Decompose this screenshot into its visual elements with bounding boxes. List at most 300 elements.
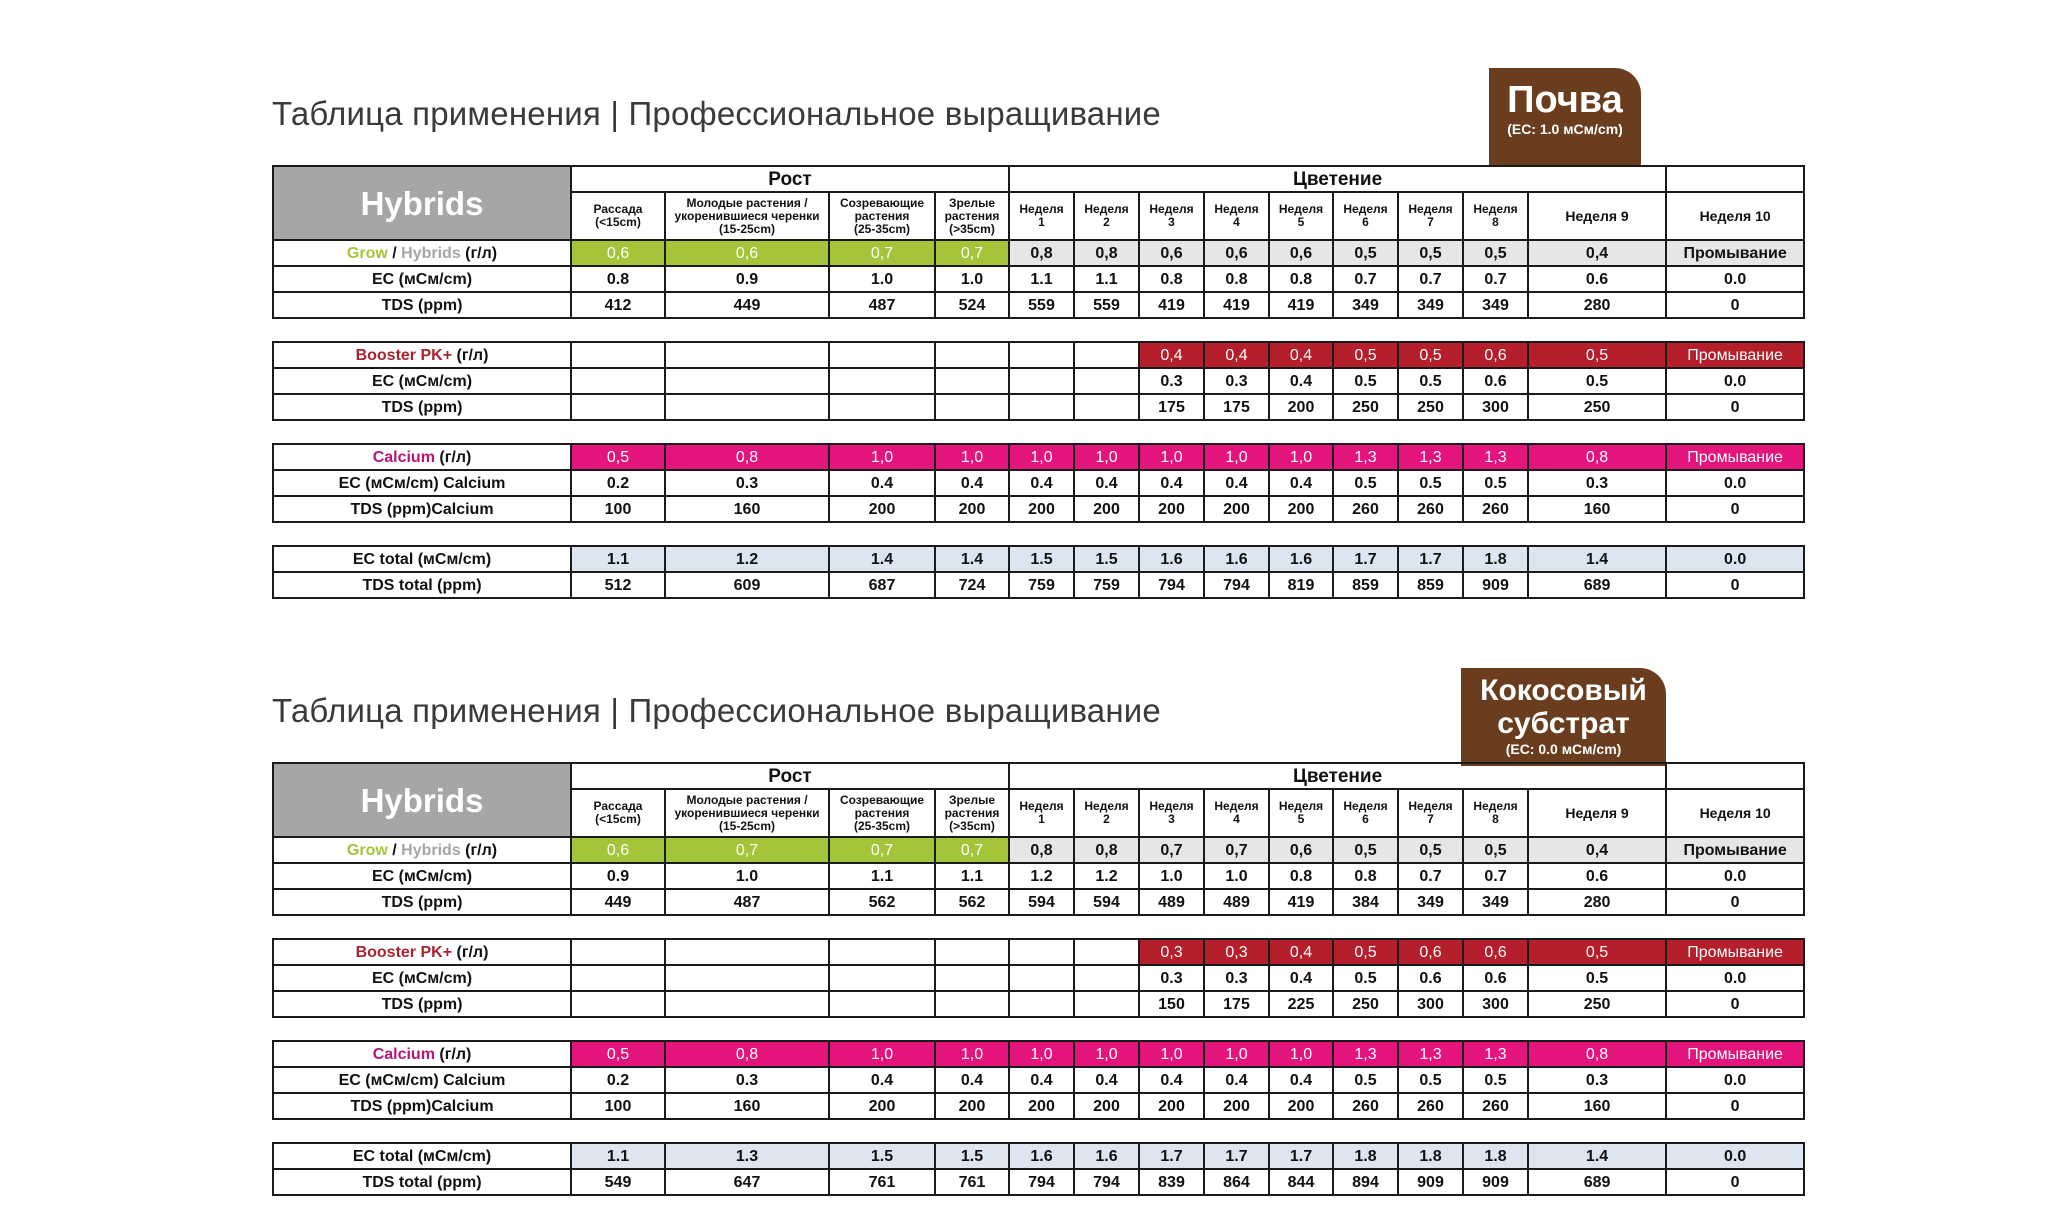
row-label: EC (мСм/cm)	[273, 266, 571, 292]
column-header	[1269, 789, 1333, 837]
column-header-line: Неделя	[1214, 202, 1259, 216]
column-header-line: 3	[1168, 812, 1175, 826]
table-cell	[1074, 965, 1139, 991]
row-label: EC (мСм/cm)	[273, 368, 571, 394]
table-cell	[935, 939, 1009, 965]
table-cell: 0.5	[1398, 470, 1463, 496]
table-row	[273, 496, 1804, 522]
table-cell: 0.0	[1666, 863, 1804, 889]
table-cell: Промывание	[1666, 939, 1804, 965]
column-header	[1333, 789, 1398, 837]
table-cell: 200	[935, 1093, 1009, 1119]
column-header-line: 1	[1038, 812, 1045, 826]
table-cell: 0.8	[1333, 863, 1398, 889]
table-cell: 0.0	[1666, 470, 1804, 496]
table-cell: 0,5	[1528, 342, 1666, 368]
table-cell	[829, 991, 935, 1017]
table-cell: 562	[829, 889, 935, 915]
table-cell: 250	[1398, 394, 1463, 420]
row-label-rest: (г/л)	[434, 448, 472, 466]
table-cell: 0,7	[829, 240, 935, 266]
table-cell: 0.4	[1009, 470, 1074, 496]
table-cell: 0.4	[935, 1067, 1009, 1093]
bloom-phase-header: Цветение	[1009, 166, 1666, 192]
table-row	[273, 1067, 1804, 1093]
table-cell: 1.4	[829, 546, 935, 572]
table-cell	[571, 991, 665, 1017]
table-cell: Промывание	[1666, 444, 1804, 470]
table-cell	[571, 368, 665, 394]
table-cell	[665, 965, 829, 991]
row-label: TDS (ppm)Calcium	[273, 1093, 571, 1119]
table-cell: 349	[1333, 292, 1398, 318]
dosage-table-soil	[272, 165, 1805, 599]
table-cell: 0.4	[1204, 1067, 1269, 1093]
spacer-cell	[273, 1119, 1804, 1143]
table-cell: 0.4	[935, 470, 1009, 496]
table-cell: 0,7	[665, 837, 829, 863]
table-cell: 280	[1528, 889, 1666, 915]
blank-header-cell	[1666, 166, 1804, 192]
column-header	[1463, 789, 1528, 837]
table-cell: 200	[1139, 496, 1204, 522]
column-header-line: Созревающие	[839, 195, 925, 210]
table-cell: 1,3	[1463, 1041, 1528, 1067]
table-cell: 260	[1398, 496, 1463, 522]
table-cell: 0.4	[1269, 1067, 1333, 1093]
table-cell: 0,6	[571, 837, 665, 863]
column-header-line: укоренившиеся черенки	[674, 805, 820, 820]
column-header	[1009, 192, 1074, 240]
table-cell: 1.4	[1528, 546, 1666, 572]
table-cell: 0.6	[1528, 863, 1666, 889]
column-header-line: растения	[854, 208, 910, 223]
table-cell: 0,3	[1204, 939, 1269, 965]
table-cell: 0.8	[571, 266, 665, 292]
table-cell: 1.0	[935, 266, 1009, 292]
table-cell: 487	[665, 889, 829, 915]
table-cell: 689	[1528, 1169, 1666, 1195]
column-header-line: Зрелые	[948, 792, 996, 807]
column-header-line: Неделя 9	[1565, 804, 1629, 821]
column-header	[1528, 789, 1666, 837]
table-cell: 1,3	[1398, 1041, 1463, 1067]
table-cell: 594	[1009, 889, 1074, 915]
table-cell	[571, 965, 665, 991]
table-cell: 0.7	[1333, 266, 1398, 292]
table-cell: 0,4	[1139, 342, 1204, 368]
row-label: EC total (мСм/cm)	[273, 546, 571, 572]
column-header	[571, 789, 665, 837]
table-cell: 0,4	[1528, 240, 1666, 266]
table-cell: 419	[1269, 292, 1333, 318]
table-cell: 384	[1333, 889, 1398, 915]
table-cell: 1.4	[1528, 1143, 1666, 1169]
table-cell	[829, 965, 935, 991]
row-label-sep: /	[387, 244, 402, 262]
table-cell	[1074, 991, 1139, 1017]
column-header	[1139, 192, 1204, 240]
table-cell: 260	[1463, 1093, 1528, 1119]
table-cell: 0.9	[665, 266, 829, 292]
table-cell: 1.5	[935, 1143, 1009, 1169]
row-label: EC (мСм/cm)	[273, 965, 571, 991]
table-cell: 200	[1074, 496, 1139, 522]
table-row	[273, 342, 1804, 368]
row-label: TDS total (ppm)	[273, 572, 571, 598]
table-cell	[571, 342, 665, 368]
table-cell: 260	[1398, 1093, 1463, 1119]
column-header	[1204, 192, 1269, 240]
table-cell: 200	[1204, 496, 1269, 522]
table-cell: 0,5	[1333, 342, 1398, 368]
table-cell: 1,0	[1009, 444, 1074, 470]
table-cell: Промывание	[1666, 342, 1804, 368]
table-cell: 0.4	[1269, 470, 1333, 496]
table-cell: 0	[1666, 889, 1804, 915]
spacer-cell	[273, 420, 1804, 444]
column-header-line: (15-25cm)	[718, 221, 776, 236]
table-cell: 512	[571, 572, 665, 598]
row-label: TDS (ppm)	[273, 394, 571, 420]
table-cell: 175	[1204, 991, 1269, 1017]
table-cell	[935, 342, 1009, 368]
table-cell: 1.8	[1333, 1143, 1398, 1169]
column-header-line: 5	[1297, 215, 1305, 229]
table-cell: 1.6	[1269, 546, 1333, 572]
row-label-rest: (г/л)	[452, 943, 489, 961]
column-header	[1398, 789, 1463, 837]
column-header	[665, 789, 829, 837]
row-label-rest: (г/л)	[434, 1045, 472, 1063]
table-cell: 1.5	[1074, 546, 1139, 572]
table-cell: 0.6	[1398, 965, 1463, 991]
table-cell: 250	[1528, 394, 1666, 420]
table-cell: 419	[1204, 292, 1269, 318]
table-cell	[829, 939, 935, 965]
table-cell: 150	[1139, 991, 1204, 1017]
table-cell: 0.5	[1463, 470, 1528, 496]
table-cell: 0.5	[1333, 470, 1398, 496]
table-cell: 909	[1463, 1169, 1528, 1195]
table-cell: 0,8	[1009, 837, 1074, 863]
table-cell: 0,4	[1269, 939, 1333, 965]
table-cell	[571, 939, 665, 965]
row-label: EC total (мСм/cm)	[273, 1143, 571, 1169]
table-cell: 1.5	[1009, 546, 1074, 572]
table-cell: 1.0	[829, 266, 935, 292]
table-cell: 0,5	[1398, 837, 1463, 863]
dosage-table-coco	[272, 762, 1805, 1196]
table-cell: 1,3	[1398, 444, 1463, 470]
table-cell: 1.5	[829, 1143, 935, 1169]
table-cell: 100	[571, 496, 665, 522]
row-label: TDS (ppm)	[273, 889, 571, 915]
table-cell: 1.1	[1009, 266, 1074, 292]
column-header-line: Неделя	[1149, 799, 1194, 813]
page-title: Таблица применения | Профессиональное выращивание	[272, 692, 1161, 729]
page-title: Таблица применения | Профессиональное выращивание	[272, 95, 1161, 132]
hybrids-label: Hybrids	[273, 763, 571, 837]
table-cell: 819	[1269, 572, 1333, 598]
table-cell: 1.1	[935, 863, 1009, 889]
table-cell: 647	[665, 1169, 829, 1195]
table-cell: 1,0	[1204, 1041, 1269, 1067]
column-header-line: Созревающие	[839, 792, 925, 807]
column-header	[1074, 789, 1139, 837]
table-cell: 419	[1139, 292, 1204, 318]
row-label-hybrids: Hybrids	[401, 244, 461, 262]
table-cell: 0,6	[1463, 342, 1528, 368]
table-cell: 0.4	[829, 470, 935, 496]
table-cell	[1009, 965, 1074, 991]
table-cell: 689	[1528, 572, 1666, 598]
table-cell	[935, 965, 1009, 991]
table-cell: 0.6	[1463, 368, 1528, 394]
table-cell: 909	[1463, 572, 1528, 598]
table-cell: 489	[1139, 889, 1204, 915]
table-cell	[1009, 394, 1074, 420]
column-header-line: (15-25cm)	[718, 818, 776, 833]
table-cell: 0.0	[1666, 1067, 1804, 1093]
table-cell: 200	[1139, 1093, 1204, 1119]
table-cell: 0	[1666, 394, 1804, 420]
spacer-row	[273, 318, 1804, 342]
table-cell: 175	[1204, 394, 1269, 420]
table-cell: 0.3	[1528, 470, 1666, 496]
table-cell: 1.8	[1398, 1143, 1463, 1169]
table-cell: 0.5	[1333, 368, 1398, 394]
column-header-line: Зрелые	[948, 195, 996, 210]
table-cell: 349	[1398, 889, 1463, 915]
column-header-line: 2	[1103, 812, 1110, 826]
table-cell: 487	[829, 292, 935, 318]
table-cell: 0,5	[1398, 240, 1463, 266]
column-header	[935, 789, 1009, 837]
table-cell: 200	[829, 496, 935, 522]
table-cell: 160	[665, 1093, 829, 1119]
table-cell: 1.8	[1463, 1143, 1528, 1169]
coco-badge	[1461, 668, 1666, 766]
column-header-line: Неделя	[1084, 799, 1129, 813]
table-cell: 759	[1009, 572, 1074, 598]
row-label: TDS (ppm)Calcium	[273, 496, 571, 522]
table-cell: 0	[1666, 1169, 1804, 1195]
column-header-line: Неделя	[1149, 202, 1194, 216]
table-cell	[935, 991, 1009, 1017]
spacer-row	[273, 420, 1804, 444]
badge-subtitle: (EC: 0.0 мСм/cm)	[1505, 741, 1622, 757]
table-cell: 1.8	[1463, 546, 1528, 572]
column-header-line: (>35cm)	[949, 818, 995, 833]
table-cell: 0.3	[1204, 965, 1269, 991]
table-row	[273, 240, 1804, 266]
table-cell: 1.0	[1139, 863, 1204, 889]
table-cell	[1074, 394, 1139, 420]
table-cell: 0,8	[1528, 444, 1666, 470]
table-cell: 761	[829, 1169, 935, 1195]
table-cell: 1.4	[935, 546, 1009, 572]
table-cell: 349	[1463, 889, 1528, 915]
column-header-line: Молодые растения /	[686, 195, 808, 210]
row-label	[273, 342, 571, 368]
table-cell: 175	[1139, 394, 1204, 420]
column-header-line: Неделя	[1473, 799, 1518, 813]
table-row	[273, 889, 1804, 915]
table-cell: 349	[1463, 292, 1528, 318]
table-cell: 0	[1666, 572, 1804, 598]
column-header	[935, 192, 1009, 240]
table-row	[273, 939, 1804, 965]
column-header-line: Неделя 10	[1699, 804, 1771, 821]
table-cell: 0.3	[1139, 965, 1204, 991]
table-cell	[829, 368, 935, 394]
row-label: EC (мСм/cm) Calcium	[273, 1067, 571, 1093]
table-cell: 0,7	[1139, 837, 1204, 863]
table-cell: 1,0	[1074, 1041, 1139, 1067]
table-cell: 864	[1204, 1169, 1269, 1195]
table-cell: 1,3	[1463, 444, 1528, 470]
badge-title-line-1: Кокосовый	[1480, 674, 1647, 707]
column-header-line: (<15cm)	[595, 812, 641, 826]
column-header-line: 8	[1492, 812, 1499, 826]
column-header-line: 8	[1492, 215, 1499, 229]
table-cell: 0,8	[1074, 240, 1139, 266]
table-cell: 0.4	[1204, 470, 1269, 496]
table-cell: 0.3	[665, 470, 829, 496]
table-cell: 1.7	[1269, 1143, 1333, 1169]
column-header-line: растения	[854, 805, 910, 820]
row-label	[273, 837, 571, 863]
badge-subtitle: (EC: 1.0 мСм/cm)	[1507, 121, 1623, 137]
column-header-line: Неделя	[1278, 799, 1324, 813]
column-header-line: Неделя	[1408, 799, 1453, 813]
table-cell: 839	[1139, 1169, 1204, 1195]
table-cell: Промывание	[1666, 240, 1804, 266]
table-row	[273, 546, 1804, 572]
table-cell: 1,3	[1333, 444, 1398, 470]
table-cell: 0,8	[1074, 837, 1139, 863]
table-cell: 1.1	[1074, 266, 1139, 292]
row-label-sep: /	[387, 841, 402, 859]
column-header-line: (25-35cm)	[853, 818, 911, 833]
table-cell: 260	[1333, 496, 1398, 522]
column-header-line: 2	[1103, 215, 1110, 229]
table-cell: 1.7	[1333, 546, 1398, 572]
table-cell: 1.6	[1204, 546, 1269, 572]
table-cell: 0.7	[1398, 266, 1463, 292]
table-cell	[1009, 368, 1074, 394]
table-row	[273, 991, 1804, 1017]
table-cell: 0	[1666, 496, 1804, 522]
column-header-line: 6	[1362, 215, 1369, 229]
table-cell	[1009, 991, 1074, 1017]
table-cell: 0,4	[1269, 342, 1333, 368]
column-header-line: растения	[944, 805, 1000, 820]
table-cell: 200	[1009, 496, 1074, 522]
table-row	[273, 863, 1804, 889]
table-cell: 1,0	[1139, 1041, 1204, 1067]
table-cell	[665, 368, 829, 394]
table-cell: 0.3	[1139, 368, 1204, 394]
badge-title-line-2: субстрат	[1497, 707, 1630, 740]
table-cell: 0,5	[1398, 342, 1463, 368]
table-row	[273, 1093, 1804, 1119]
table-cell: 0.7	[1463, 863, 1528, 889]
column-header	[1074, 192, 1139, 240]
column-header-line: Неделя 9	[1565, 207, 1629, 224]
table-row	[273, 1143, 1804, 1169]
table-cell: 549	[571, 1169, 665, 1195]
table-cell	[829, 342, 935, 368]
table-cell: 0.7	[1463, 266, 1528, 292]
table-cell: 0.7	[1398, 863, 1463, 889]
spacer-cell	[273, 318, 1804, 342]
row-label-calcium: Calcium	[372, 448, 435, 466]
row-label	[273, 939, 571, 965]
table-cell: 0,5	[1333, 837, 1398, 863]
table-cell: 1.2	[665, 546, 829, 572]
group-header-row	[273, 763, 1804, 789]
table-cell: 1,0	[1139, 444, 1204, 470]
table-cell: 250	[1333, 394, 1398, 420]
table-cell: 794	[1204, 572, 1269, 598]
table-cell: Промывание	[1666, 837, 1804, 863]
table-cell: 687	[829, 572, 935, 598]
table-cell	[1074, 342, 1139, 368]
table-cell: 1.0	[665, 863, 829, 889]
table-cell: 1.0	[1204, 863, 1269, 889]
row-label: TDS (ppm)	[273, 991, 571, 1017]
column-header-line: 7	[1427, 215, 1434, 229]
spacer-cell	[273, 522, 1804, 546]
table-cell: 449	[665, 292, 829, 318]
table-cell: 0.0	[1666, 965, 1804, 991]
spacer-cell	[273, 1017, 1804, 1041]
row-label: EC (мСм/cm) Calcium	[273, 470, 571, 496]
table-cell: 1.6	[1139, 546, 1204, 572]
table-cell: 0.0	[1666, 368, 1804, 394]
table-cell: 724	[935, 572, 1009, 598]
table-cell: 260	[1333, 1093, 1398, 1119]
column-header	[1666, 192, 1804, 240]
row-label: TDS (ppm)	[273, 292, 571, 318]
table-cell: 0,5	[571, 444, 665, 470]
table-cell: 0.3	[665, 1067, 829, 1093]
spacer-row	[273, 915, 1804, 939]
table-cell: 419	[1269, 889, 1333, 915]
table-row	[273, 470, 1804, 496]
table-cell: 0,6	[1398, 939, 1463, 965]
table-cell: 0.5	[1333, 1067, 1398, 1093]
row-label-rest: (г/л)	[460, 244, 498, 262]
table-cell: 0,5	[571, 1041, 665, 1067]
column-header-line: Неделя	[1019, 202, 1064, 216]
column-header-line: Неделя	[1278, 202, 1324, 216]
spacer-row	[273, 522, 1804, 546]
badge-title: Почва	[1507, 79, 1623, 121]
table-cell	[665, 991, 829, 1017]
table-cell: 0,7	[935, 240, 1009, 266]
column-header-line: Неделя	[1084, 202, 1129, 216]
table-cell: 200	[829, 1093, 935, 1119]
column-header	[829, 192, 935, 240]
table-cell	[935, 368, 1009, 394]
table-cell: 894	[1333, 1169, 1398, 1195]
column-header-line: 1	[1038, 215, 1045, 229]
column-header	[1463, 192, 1528, 240]
table-cell: 0.2	[571, 1067, 665, 1093]
